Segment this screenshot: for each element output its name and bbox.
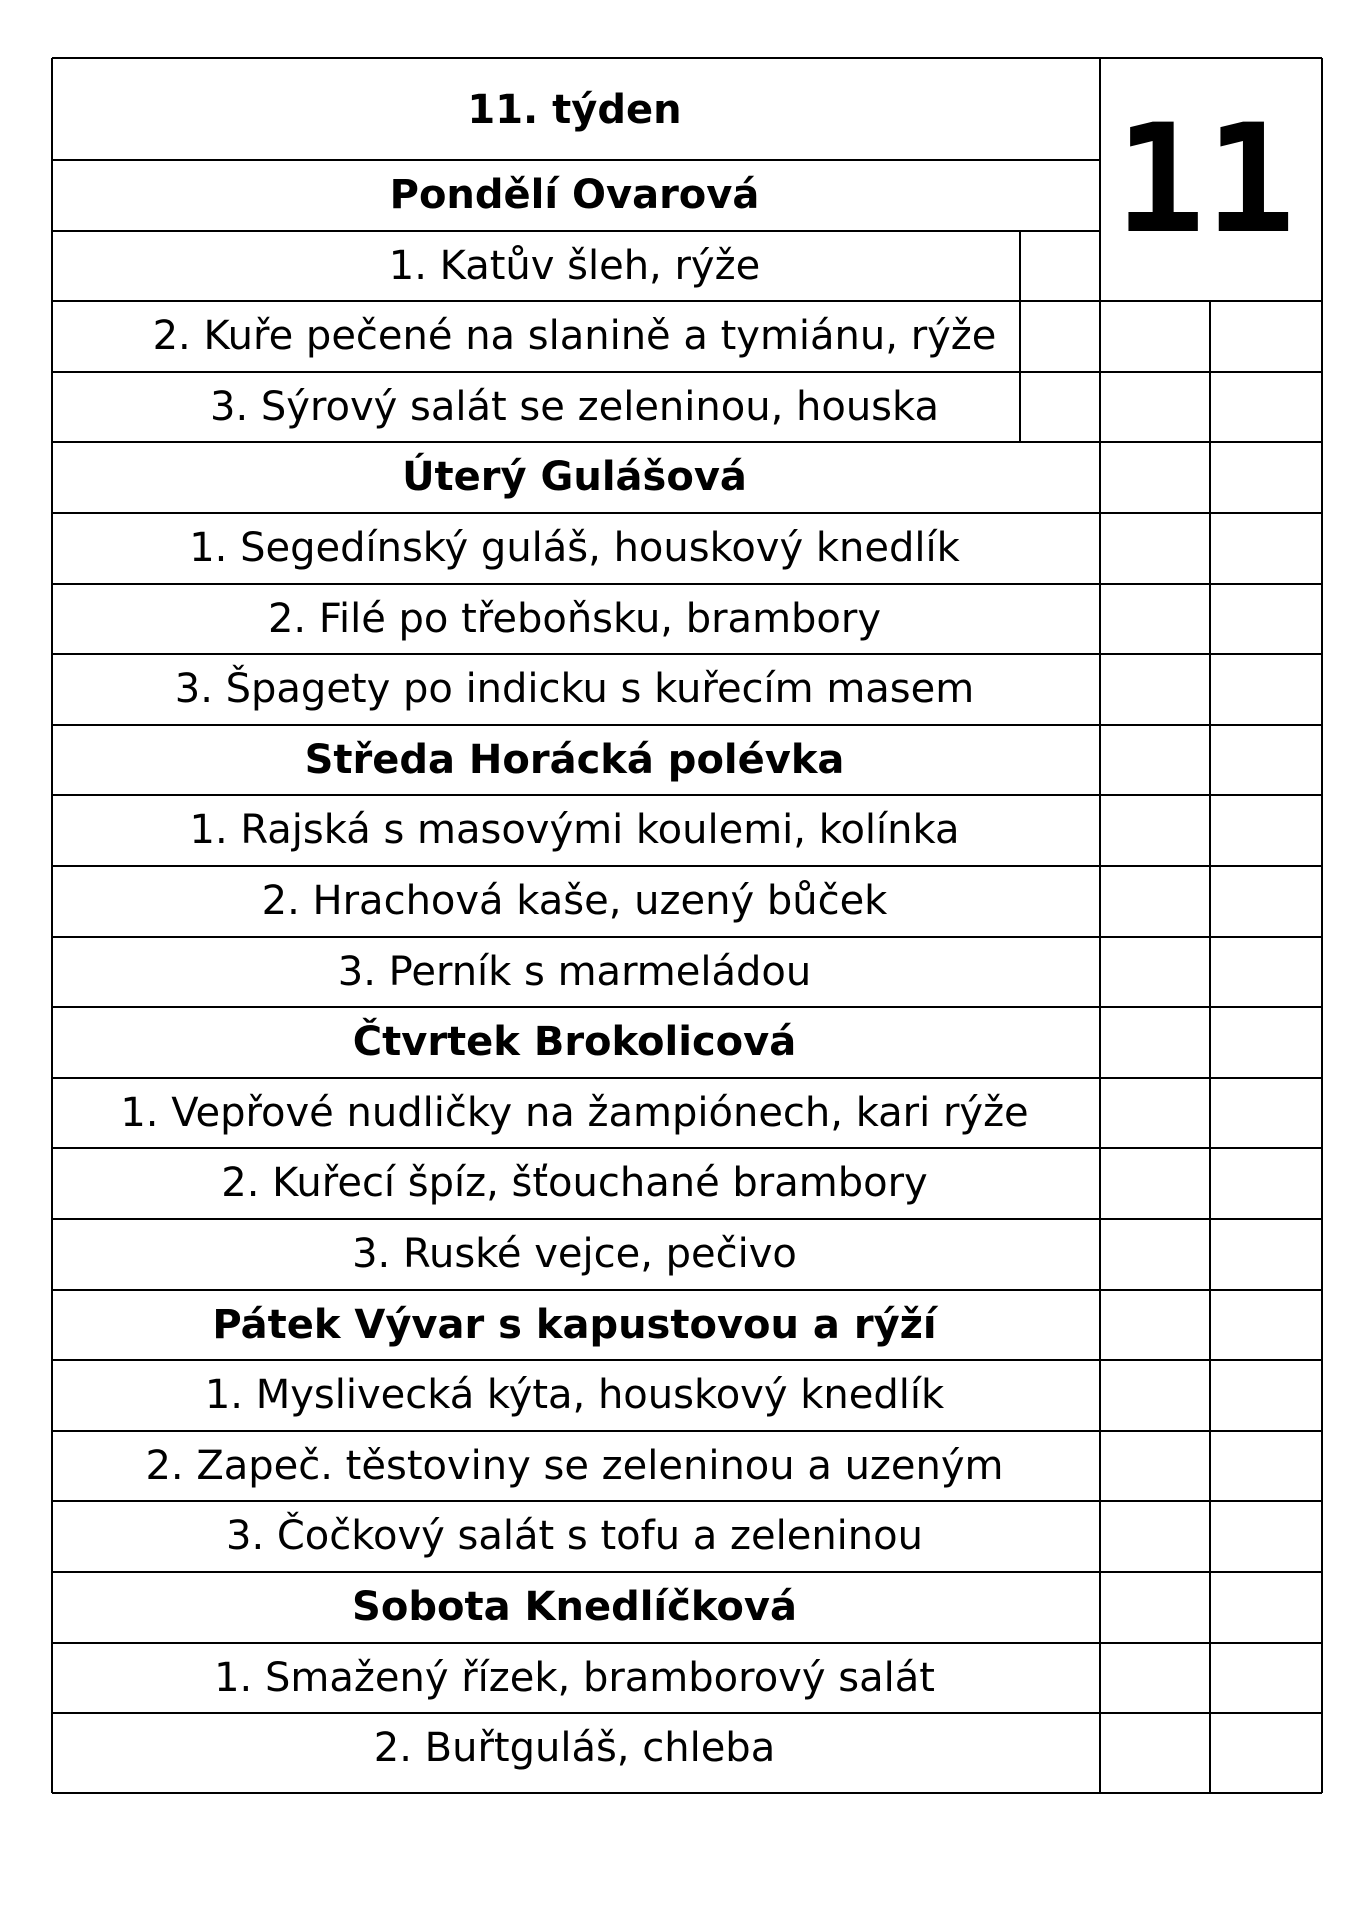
table-rule <box>1209 301 1211 1793</box>
table-rule <box>1099 58 1101 1793</box>
meal-item: 3. Špagety po indicku s kuřecím masem <box>174 666 975 713</box>
meal-item: 1. Myslivecká kýta, houskový knedlík <box>204 1372 945 1419</box>
meal-item: 1. Smažený řízek, bramborový salát <box>214 1654 935 1701</box>
meal-item: 3. Ruské vejce, pečivo <box>352 1231 797 1277</box>
meal-item: 1. Segedínský guláš, houskový knedlík <box>189 525 960 571</box>
meal-item: 3. Sýrový salát se zeleninou, houska <box>210 383 939 430</box>
week-title: 11. týden <box>467 87 682 133</box>
day-heading: Sobota Knedlíčková <box>352 1584 797 1630</box>
table-rule <box>1321 58 1323 1793</box>
meal-item: 1. Vepřové nudličky na žampiónech, kari rýže <box>120 1089 1029 1136</box>
meal-item: 1. Katův šleh, rýže <box>388 242 761 289</box>
meal-item: 1. Rajská s masovými koulemi, kolínka <box>189 807 960 854</box>
week-number: 11 <box>1114 93 1296 267</box>
day-heading: Čtvrtek Brokolicová <box>352 1019 797 1066</box>
meal-item: 3. Čočkový salát s tofu a zeleninou <box>226 1513 923 1560</box>
day-heading: Pátek Vývar s kapustovou a rýží <box>212 1301 937 1348</box>
meal-item: 2. Kuřecí špíz, šťouchané brambory <box>221 1160 928 1207</box>
meal-item: 2. Hrachová kaše, uzený bůček <box>261 878 888 924</box>
meal-item: 2. Zapeč. těstoviny se zeleninou a uzeným <box>145 1442 1004 1489</box>
day-heading: Středa Horácká polévka <box>304 736 845 783</box>
table-rule <box>1100 300 1322 302</box>
day-heading: Úterý Gulášová <box>402 454 747 501</box>
meal-item: 2. Kuře pečené na slanině a tymiánu, rýže <box>152 313 997 360</box>
table-rule <box>52 57 1322 59</box>
meal-item: 2. Filé po třeboňsku, brambory <box>267 595 882 642</box>
meal-item: 2. Buřtguláš, chleba <box>373 1725 776 1772</box>
meal-item: 3. Perník s marmeládou <box>337 948 812 995</box>
day-heading: Pondělí Ovarová <box>389 172 760 218</box>
table-rule <box>52 1792 1322 1794</box>
